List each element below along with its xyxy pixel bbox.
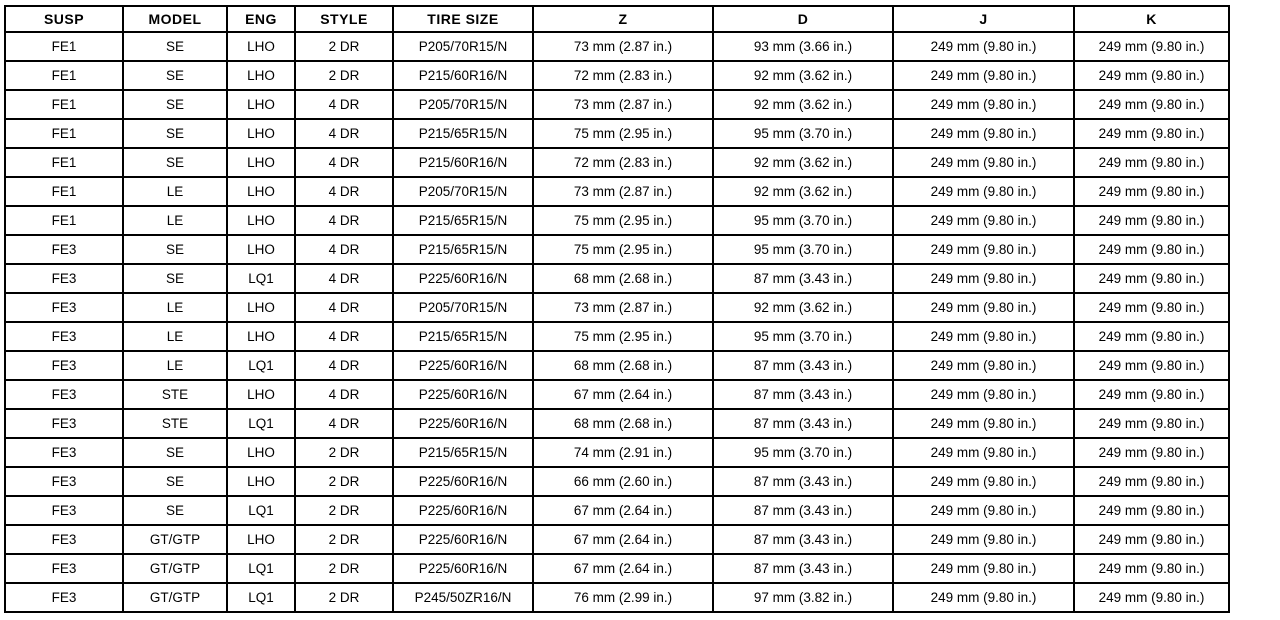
cell-k: 249 mm (9.80 in.): [1074, 90, 1229, 119]
cell-d: 87 mm (3.43 in.): [713, 380, 893, 409]
cell-z: 75 mm (2.95 in.): [533, 322, 713, 351]
cell-susp: FE3: [5, 351, 123, 380]
cell-j: 249 mm (9.80 in.): [893, 148, 1074, 177]
table-row: [5, 177, 1229, 206]
cell-eng: LQ1: [227, 583, 295, 612]
cell-style: 2 DR: [295, 61, 393, 90]
cell-tire-size: P205/70R15/N: [393, 90, 533, 119]
cell-z: 72 mm (2.83 in.): [533, 61, 713, 90]
cell-style: 4 DR: [295, 293, 393, 322]
cell-model: GT/GTP: [123, 583, 227, 612]
cell-k: 249 mm (9.80 in.): [1074, 177, 1229, 206]
cell-k: 249 mm (9.80 in.): [1074, 438, 1229, 467]
cell-style: 4 DR: [295, 380, 393, 409]
cell-j: 249 mm (9.80 in.): [893, 235, 1074, 264]
header-row: [5, 6, 1229, 32]
cell-d: 92 mm (3.62 in.): [713, 177, 893, 206]
table-row: [5, 409, 1229, 438]
cell-susp: FE1: [5, 206, 123, 235]
cell-k: 249 mm (9.80 in.): [1074, 496, 1229, 525]
cell-susp: FE3: [5, 583, 123, 612]
cell-k: 249 mm (9.80 in.): [1074, 380, 1229, 409]
table-row: [5, 264, 1229, 293]
cell-d: 87 mm (3.43 in.): [713, 467, 893, 496]
cell-k: 249 mm (9.80 in.): [1074, 293, 1229, 322]
cell-j: 249 mm (9.80 in.): [893, 438, 1074, 467]
cell-k: 249 mm (9.80 in.): [1074, 322, 1229, 351]
column-header-model: MODEL: [123, 6, 227, 32]
cell-eng: LQ1: [227, 351, 295, 380]
cell-eng: LHO: [227, 32, 295, 61]
cell-eng: LHO: [227, 438, 295, 467]
cell-j: 249 mm (9.80 in.): [893, 177, 1074, 206]
cell-tire-size: P215/65R15/N: [393, 322, 533, 351]
cell-j: 249 mm (9.80 in.): [893, 380, 1074, 409]
cell-susp: FE3: [5, 525, 123, 554]
cell-eng: LHO: [227, 235, 295, 264]
cell-style: 4 DR: [295, 235, 393, 264]
cell-d: 87 mm (3.43 in.): [713, 554, 893, 583]
cell-d: 87 mm (3.43 in.): [713, 525, 893, 554]
cell-j: 249 mm (9.80 in.): [893, 525, 1074, 554]
cell-k: 249 mm (9.80 in.): [1074, 351, 1229, 380]
cell-tire-size: P215/65R15/N: [393, 119, 533, 148]
cell-j: 249 mm (9.80 in.): [893, 322, 1074, 351]
cell-model: SE: [123, 32, 227, 61]
cell-susp: FE3: [5, 467, 123, 496]
cell-style: 2 DR: [295, 467, 393, 496]
cell-style: 4 DR: [295, 264, 393, 293]
cell-style: 2 DR: [295, 583, 393, 612]
cell-tire-size: P225/60R16/N: [393, 380, 533, 409]
cell-d: 92 mm (3.62 in.): [713, 61, 893, 90]
cell-susp: FE3: [5, 409, 123, 438]
cell-style: 2 DR: [295, 525, 393, 554]
cell-model: GT/GTP: [123, 525, 227, 554]
cell-d: 93 mm (3.66 in.): [713, 32, 893, 61]
column-header-style: STYLE: [295, 6, 393, 32]
cell-style: 2 DR: [295, 32, 393, 61]
cell-tire-size: P215/60R16/N: [393, 148, 533, 177]
cell-z: 73 mm (2.87 in.): [533, 32, 713, 61]
cell-z: 73 mm (2.87 in.): [533, 90, 713, 119]
table-row: [5, 90, 1229, 119]
cell-model: SE: [123, 264, 227, 293]
cell-tire-size: P225/60R16/N: [393, 409, 533, 438]
table-row: [5, 525, 1229, 554]
cell-k: 249 mm (9.80 in.): [1074, 264, 1229, 293]
cell-k: 249 mm (9.80 in.): [1074, 61, 1229, 90]
column-header-susp: SUSP: [5, 6, 123, 32]
cell-z: 67 mm (2.64 in.): [533, 380, 713, 409]
cell-susp: FE3: [5, 496, 123, 525]
cell-k: 249 mm (9.80 in.): [1074, 467, 1229, 496]
cell-style: 4 DR: [295, 409, 393, 438]
cell-z: 75 mm (2.95 in.): [533, 119, 713, 148]
column-header-k: K: [1074, 6, 1229, 32]
cell-z: 68 mm (2.68 in.): [533, 351, 713, 380]
cell-style: 4 DR: [295, 351, 393, 380]
cell-j: 249 mm (9.80 in.): [893, 264, 1074, 293]
cell-d: 87 mm (3.43 in.): [713, 496, 893, 525]
cell-j: 249 mm (9.80 in.): [893, 90, 1074, 119]
cell-j: 249 mm (9.80 in.): [893, 496, 1074, 525]
column-header-d: D: [713, 6, 893, 32]
cell-eng: LHO: [227, 293, 295, 322]
cell-tire-size: P225/60R16/N: [393, 467, 533, 496]
table-row: [5, 467, 1229, 496]
cell-susp: FE1: [5, 177, 123, 206]
cell-eng: LQ1: [227, 409, 295, 438]
cell-model: LE: [123, 206, 227, 235]
cell-d: 92 mm (3.62 in.): [713, 293, 893, 322]
cell-d: 92 mm (3.62 in.): [713, 148, 893, 177]
cell-model: GT/GTP: [123, 554, 227, 583]
cell-d: 87 mm (3.43 in.): [713, 264, 893, 293]
cell-k: 249 mm (9.80 in.): [1074, 525, 1229, 554]
cell-style: 2 DR: [295, 554, 393, 583]
cell-k: 249 mm (9.80 in.): [1074, 554, 1229, 583]
spec-table-container: [4, 5, 1230, 613]
cell-tire-size: P225/60R16/N: [393, 351, 533, 380]
column-header-tire-size: TIRE SIZE: [393, 6, 533, 32]
cell-eng: LHO: [227, 90, 295, 119]
cell-style: 4 DR: [295, 148, 393, 177]
cell-k: 249 mm (9.80 in.): [1074, 206, 1229, 235]
table-row: [5, 583, 1229, 612]
cell-tire-size: P205/70R15/N: [393, 32, 533, 61]
cell-tire-size: P225/60R16/N: [393, 554, 533, 583]
cell-j: 249 mm (9.80 in.): [893, 119, 1074, 148]
cell-k: 249 mm (9.80 in.): [1074, 32, 1229, 61]
cell-model: SE: [123, 61, 227, 90]
table-header: [5, 6, 1229, 32]
table-row: [5, 148, 1229, 177]
cell-susp: FE3: [5, 264, 123, 293]
cell-tire-size: P225/60R16/N: [393, 525, 533, 554]
cell-z: 67 mm (2.64 in.): [533, 525, 713, 554]
cell-tire-size: P205/70R15/N: [393, 293, 533, 322]
cell-z: 66 mm (2.60 in.): [533, 467, 713, 496]
cell-model: SE: [123, 148, 227, 177]
cell-d: 87 mm (3.43 in.): [713, 351, 893, 380]
cell-model: SE: [123, 235, 227, 264]
cell-style: 4 DR: [295, 206, 393, 235]
cell-j: 249 mm (9.80 in.): [893, 206, 1074, 235]
cell-eng: LHO: [227, 467, 295, 496]
cell-model: STE: [123, 409, 227, 438]
column-header-z: Z: [533, 6, 713, 32]
cell-tire-size: P215/65R15/N: [393, 235, 533, 264]
cell-d: 87 mm (3.43 in.): [713, 409, 893, 438]
cell-k: 249 mm (9.80 in.): [1074, 119, 1229, 148]
cell-eng: LHO: [227, 177, 295, 206]
cell-susp: FE3: [5, 235, 123, 264]
cell-j: 249 mm (9.80 in.): [893, 293, 1074, 322]
cell-z: 72 mm (2.83 in.): [533, 148, 713, 177]
cell-j: 249 mm (9.80 in.): [893, 554, 1074, 583]
cell-z: 67 mm (2.64 in.): [533, 496, 713, 525]
table-row: [5, 61, 1229, 90]
table-body: [5, 32, 1229, 612]
cell-susp: FE1: [5, 148, 123, 177]
cell-tire-size: P215/65R15/N: [393, 438, 533, 467]
cell-j: 249 mm (9.80 in.): [893, 32, 1074, 61]
cell-susp: FE3: [5, 322, 123, 351]
table-row: [5, 438, 1229, 467]
cell-z: 68 mm (2.68 in.): [533, 409, 713, 438]
cell-d: 92 mm (3.62 in.): [713, 90, 893, 119]
cell-model: LE: [123, 351, 227, 380]
cell-d: 95 mm (3.70 in.): [713, 235, 893, 264]
cell-j: 249 mm (9.80 in.): [893, 409, 1074, 438]
table-row: [5, 554, 1229, 583]
cell-eng: LHO: [227, 148, 295, 177]
cell-z: 76 mm (2.99 in.): [533, 583, 713, 612]
tire-spec-table: [4, 5, 1230, 613]
table-row: [5, 235, 1229, 264]
cell-k: 249 mm (9.80 in.): [1074, 583, 1229, 612]
cell-eng: LQ1: [227, 264, 295, 293]
cell-tire-size: P245/50ZR16/N: [393, 583, 533, 612]
cell-d: 95 mm (3.70 in.): [713, 206, 893, 235]
cell-model: LE: [123, 177, 227, 206]
cell-eng: LHO: [227, 119, 295, 148]
cell-d: 95 mm (3.70 in.): [713, 119, 893, 148]
cell-k: 249 mm (9.80 in.): [1074, 235, 1229, 264]
table-row: [5, 351, 1229, 380]
table-row: [5, 322, 1229, 351]
cell-susp: FE1: [5, 90, 123, 119]
cell-z: 75 mm (2.95 in.): [533, 206, 713, 235]
cell-d: 97 mm (3.82 in.): [713, 583, 893, 612]
cell-eng: LHO: [227, 380, 295, 409]
cell-z: 73 mm (2.87 in.): [533, 293, 713, 322]
table-row: [5, 293, 1229, 322]
cell-eng: LHO: [227, 322, 295, 351]
table-row: [5, 380, 1229, 409]
cell-model: SE: [123, 496, 227, 525]
cell-style: 4 DR: [295, 119, 393, 148]
cell-model: SE: [123, 467, 227, 496]
cell-susp: FE1: [5, 119, 123, 148]
cell-tire-size: P225/60R16/N: [393, 264, 533, 293]
table-row: [5, 119, 1229, 148]
cell-style: 4 DR: [295, 177, 393, 206]
cell-style: 2 DR: [295, 438, 393, 467]
cell-tire-size: P205/70R15/N: [393, 177, 533, 206]
cell-susp: FE3: [5, 438, 123, 467]
cell-j: 249 mm (9.80 in.): [893, 61, 1074, 90]
cell-z: 73 mm (2.87 in.): [533, 177, 713, 206]
table-row: [5, 32, 1229, 61]
cell-d: 95 mm (3.70 in.): [713, 438, 893, 467]
cell-k: 249 mm (9.80 in.): [1074, 148, 1229, 177]
cell-susp: FE1: [5, 61, 123, 90]
cell-j: 249 mm (9.80 in.): [893, 467, 1074, 496]
cell-style: 4 DR: [295, 322, 393, 351]
cell-j: 249 mm (9.80 in.): [893, 583, 1074, 612]
cell-model: SE: [123, 119, 227, 148]
cell-model: LE: [123, 322, 227, 351]
cell-eng: LHO: [227, 61, 295, 90]
cell-z: 75 mm (2.95 in.): [533, 235, 713, 264]
cell-z: 68 mm (2.68 in.): [533, 264, 713, 293]
table-row: [5, 496, 1229, 525]
cell-model: LE: [123, 293, 227, 322]
cell-eng: LQ1: [227, 554, 295, 583]
cell-tire-size: P215/65R15/N: [393, 206, 533, 235]
table-row: [5, 206, 1229, 235]
cell-susp: FE1: [5, 32, 123, 61]
column-header-j: J: [893, 6, 1074, 32]
cell-tire-size: P215/60R16/N: [393, 61, 533, 90]
cell-k: 249 mm (9.80 in.): [1074, 409, 1229, 438]
cell-model: SE: [123, 90, 227, 119]
cell-tire-size: P225/60R16/N: [393, 496, 533, 525]
cell-model: STE: [123, 380, 227, 409]
cell-model: SE: [123, 438, 227, 467]
cell-eng: LHO: [227, 206, 295, 235]
cell-d: 95 mm (3.70 in.): [713, 322, 893, 351]
cell-eng: LHO: [227, 525, 295, 554]
cell-j: 249 mm (9.80 in.): [893, 351, 1074, 380]
cell-style: 2 DR: [295, 496, 393, 525]
cell-susp: FE3: [5, 293, 123, 322]
cell-susp: FE3: [5, 380, 123, 409]
cell-susp: FE3: [5, 554, 123, 583]
cell-z: 67 mm (2.64 in.): [533, 554, 713, 583]
cell-z: 74 mm (2.91 in.): [533, 438, 713, 467]
column-header-eng: ENG: [227, 6, 295, 32]
cell-style: 4 DR: [295, 90, 393, 119]
cell-eng: LQ1: [227, 496, 295, 525]
